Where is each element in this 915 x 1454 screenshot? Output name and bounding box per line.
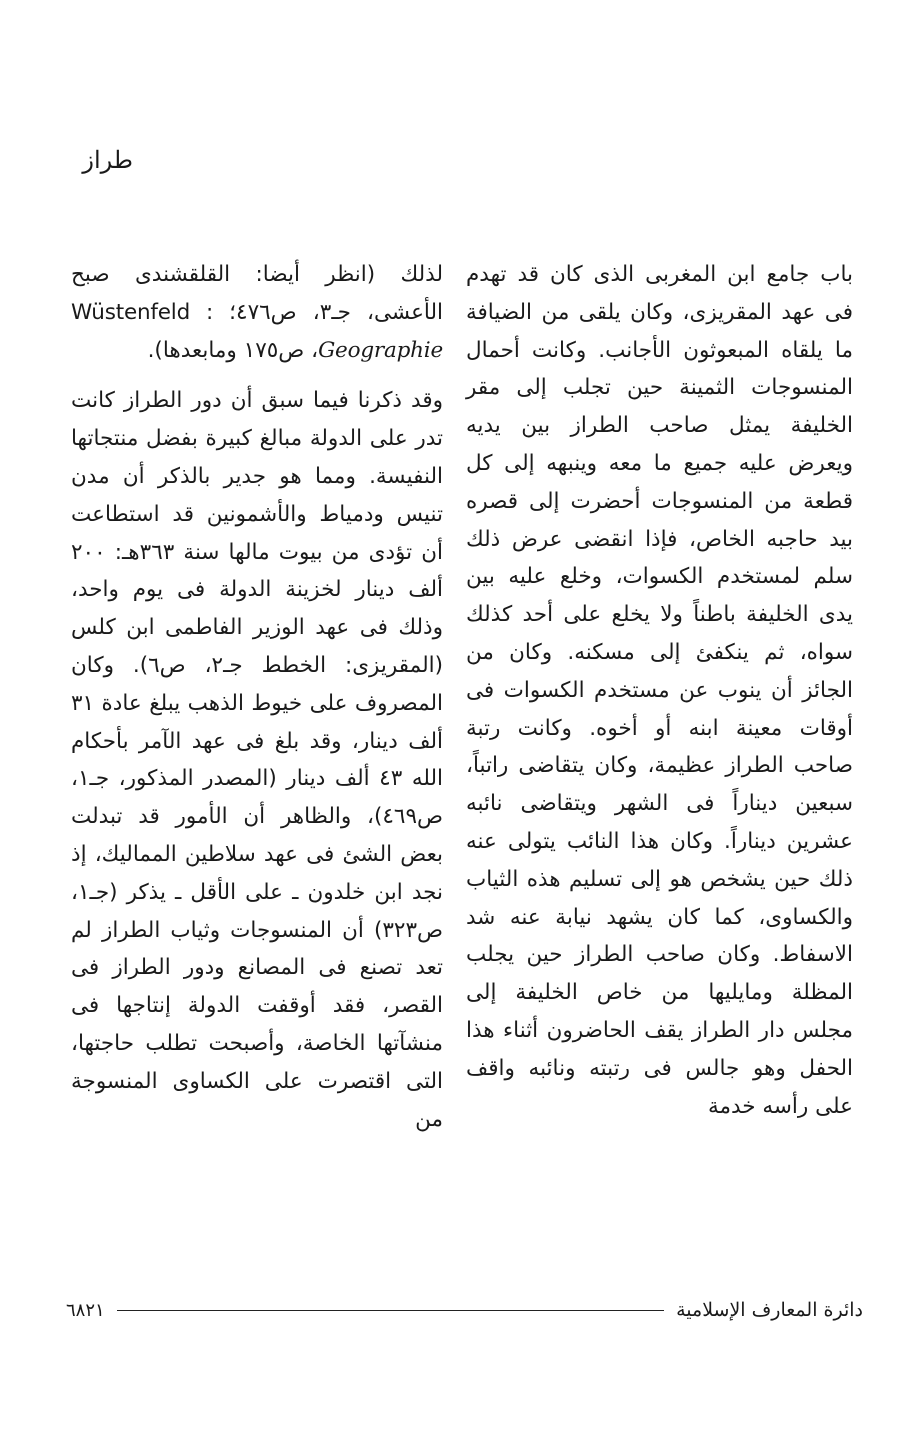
left-column bbox=[71, 256, 443, 1138]
footer-title: دائرة المعارف الإسلامية bbox=[676, 1299, 863, 1321]
citation-paragraph bbox=[71, 256, 443, 369]
citation-work: Geographie bbox=[318, 337, 443, 363]
citation-colon: : bbox=[205, 299, 214, 325]
page-number: ٦٨٢١ bbox=[66, 1299, 105, 1321]
footer-rule bbox=[117, 1310, 664, 1311]
page-footer bbox=[66, 1290, 863, 1330]
body-paragraph: وقد ذكرنا فيما سبق أن دور الطراز كانت تدر على الدولة مبالغ كبيرة بفضل منتجاتها النفيسة. ومما هو جدير بالذكر أن مدن تنيس ودمياط والأشمونين قد استطاعت أن تؤدى من بيوت مالها سنة ٣٦٣هـ: ٢٠٠ ألف دينار لخزينة الدولة فى يوم واحد، وذلك فى عهد الوزير الفاطمى ابن كلس (المقريزى: الخطط جـ٢، ص٦). وكان المصروف على خيوط الذهب يبلغ عادة ٣١ ألف دينار، وقد بلغ فى عهد الآمر بأحكام الله ٤٣ ألف دينار (المصدر المذكور، جـ١، ص٤٦٩)، والظاهر أن الأمور قد تبدلت بعض الشئ فى عهد سلاطين المماليك، إذ نجد ابن خلدون ـ على الأقل ـ يذكر (جـ١، ص٣٢٣) أن المنسوجات وثياب الطراز لم تعد تصنع فى المصانع ودور الطراز فى القصر، فقد أوقفت الدولة إنتاجها فى منشآتها الخاصة، وأصبحت تطلب حاجتها، التى اقتصرت على الكساوى المنسوجة من bbox=[71, 388, 444, 1132]
body-paragraph: باب جامع ابن المغربى الذى كان قد تهدم فى عهد المقريزى، وكان يلقى من الضيافة ما يلقاه المبعوثون الأجانب. وكانت أحمال المنسوجات الثمينة حين تجلب إلى مقر الخليفة يمثل صاحب الطراز بين يديه ويعرض عليه جميع ما معه وينبهه إلى كل قطعة من المنسوجات أحضرت إلى قصره بيد حاجبه الخاص، فإذا انقضى عرض ذلك سلم لمستخدم الكسوات، وخلع عليه بين يدى الخليفة باطناً ولا يخلع على أحد كذلك سواه، ثم ينكفئ إلى مسكنه. وكان من الجائز أن ينوب عن مستخدم الكسوات فى أوقات معينة ابنه أو أخوه. وكانت رتبة صاحب الطراز عظيمة، وكان يتقاضى راتباً، سبعين ديناراً فى الشهر ويتقاضى نائبه عشرين ديناراً. وكان هذا النائب يتولى عنه ذلك حين يشخص هو إلى تسليم هذه الثياب والكساوى، كما كان يشهد نيابة عنه شد الاسفاط. وكان صاحب الطراز حين يجلب المظلة ومايليها من خاص الخليفة إلى مجلس دار الطراز يقف الحاضرون أثناء هذا الحفل وهو جالس فى رتبته ونائبه واقف على رأسه خدمة bbox=[466, 262, 853, 1119]
citation-pages: ، ص١٧٥ ومابعدها). bbox=[147, 337, 319, 363]
right-column bbox=[466, 256, 853, 1125]
citation-author: Wüstenfeld bbox=[71, 299, 191, 325]
running-header: طراز bbox=[82, 146, 133, 174]
citation-text: لذلك (انظر أيضا: القلقشندى صبح الأعشى، جـ٣، ص٤٧٦؛ bbox=[71, 262, 443, 325]
